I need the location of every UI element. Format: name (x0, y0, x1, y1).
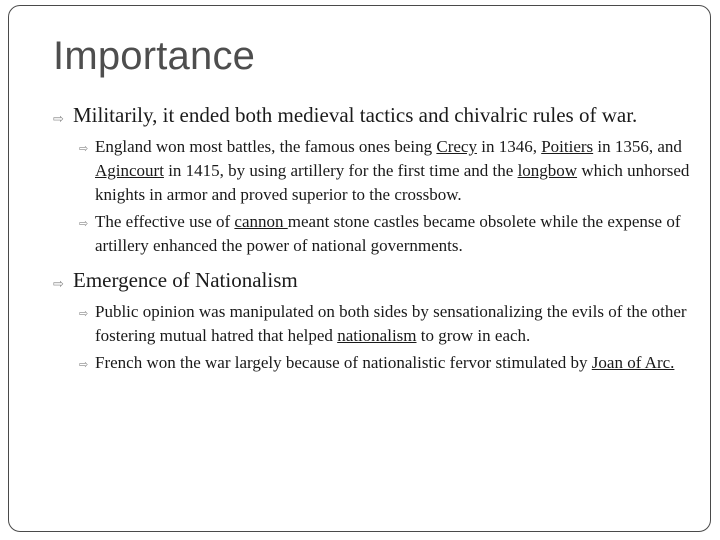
arrow-bullet-icon: ⇨ (79, 218, 89, 230)
arrow-bullet-icon: ⇨ (79, 308, 89, 320)
arrow-bullet-icon: ⇨ (53, 276, 64, 291)
link-poitiers[interactable]: Poitiers (541, 137, 594, 156)
link-cannon[interactable]: cannon (234, 212, 288, 231)
sub-text: Public opinion was manipulated on both sides by sensationalizing the evils of the other fostering mutual hatred that helped (95, 302, 687, 345)
bullet-nationalism (53, 267, 693, 294)
sub-text: in 1356, and (593, 137, 682, 156)
sub-bullet-cannon (53, 210, 693, 258)
sub-text: England won most battles, the famous ones being (95, 137, 437, 156)
slide-content (53, 102, 693, 378)
bullet-militarily (53, 102, 693, 129)
bullet-text: Militarily, it ended both medieval tactics and chivalric rules of war. (73, 103, 638, 127)
sub-text: in 1415, by using artillery for the first time and the (163, 161, 518, 180)
arrow-bullet-icon: ⇨ (53, 111, 64, 126)
link-nationalism[interactable]: nationalism (337, 326, 417, 345)
sub-text: meant stone castles became obsolete while the expense of artillery enhanced the power of national governments. (95, 212, 681, 255)
sub-bullet-french (53, 351, 693, 375)
sub-text: to grow in each. (416, 326, 531, 345)
link-crecy[interactable]: Crecy (436, 137, 477, 156)
link-longbow[interactable]: longbow (517, 161, 578, 180)
link-joan-of-arc[interactable]: Joan of Arc. (591, 353, 675, 372)
bullet-text: Emergence of Nationalism (73, 268, 298, 292)
sub-bullet-england (53, 135, 693, 207)
sub-text: which unhorsed knights in armor and proved superior to the crossbow. (95, 161, 690, 204)
arrow-bullet-icon: ⇨ (79, 359, 89, 371)
sub-text: The effective use of (95, 212, 235, 231)
slide-title: Importance (53, 34, 256, 78)
slide-frame (8, 5, 711, 532)
arrow-bullet-icon: ⇨ (79, 143, 89, 155)
sub-text: French won the war largely because of nationalistic fervor stimulated by (95, 353, 592, 372)
link-agincourt[interactable]: Agincourt (95, 161, 164, 180)
sub-text: in 1346, (476, 137, 542, 156)
sub-bullet-public-opinion (53, 300, 693, 348)
